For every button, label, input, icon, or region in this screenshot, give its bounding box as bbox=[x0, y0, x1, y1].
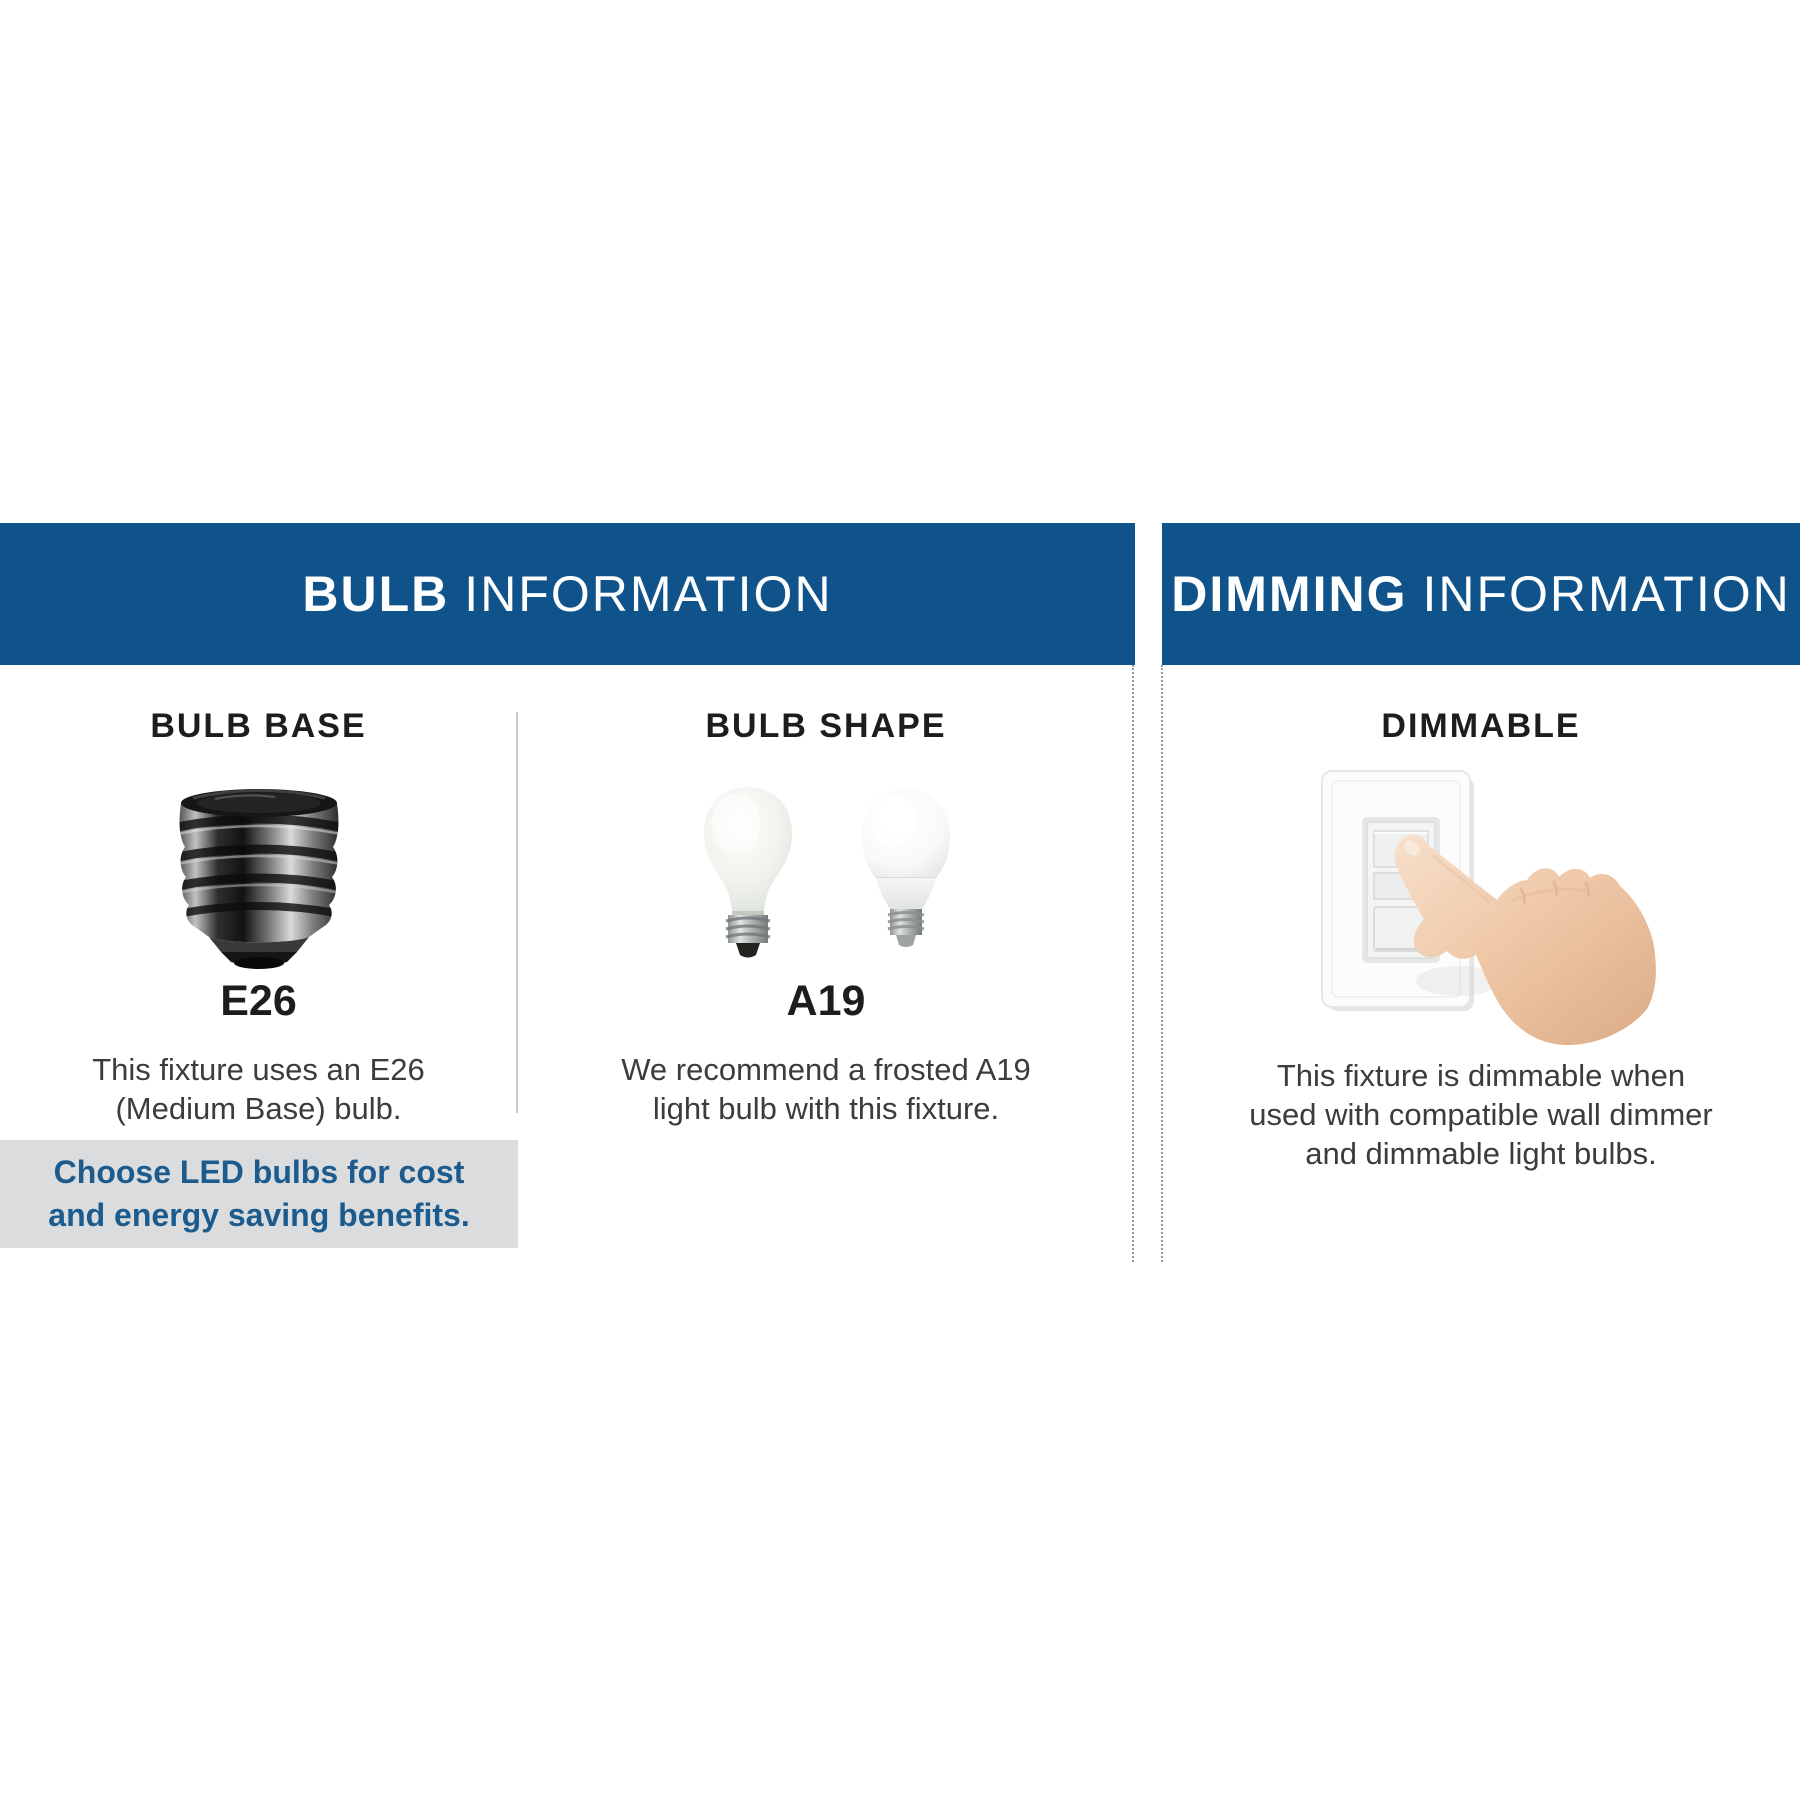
frosted-a19-bulb-illustration bbox=[692, 785, 804, 963]
bulb-information-title-rest: INFORMATION bbox=[464, 566, 833, 622]
led-savings-callout bbox=[0, 1140, 518, 1248]
led-savings-callout-line: and energy saving benefits. bbox=[48, 1197, 470, 1233]
hand-pressing-dimmer-illustration bbox=[1306, 769, 1656, 1049]
bulb-shape-description bbox=[517, 1050, 1135, 1128]
dimmable-description-line: This fixture is dimmable when bbox=[1276, 1058, 1686, 1093]
led-savings-callout-line: Choose LED bulbs for cost bbox=[53, 1154, 465, 1190]
bulb-shape-title: BULB SHAPE bbox=[705, 707, 947, 745]
dimmable-title: DIMMABLE bbox=[1381, 707, 1581, 745]
a19-bulbs-image bbox=[517, 783, 1135, 963]
bulb-base-description-line: This fixture uses an E26 bbox=[92, 1052, 425, 1087]
dimmable-description bbox=[1162, 1056, 1800, 1173]
bulb-shape-value: A19 bbox=[786, 977, 866, 1025]
dimmable-column bbox=[1162, 665, 1800, 1265]
dimming-information-header-bar bbox=[1162, 523, 1800, 665]
bulb-information-title bbox=[302, 565, 832, 623]
bulb-shape-column bbox=[517, 665, 1135, 1265]
wall-dimmer-image bbox=[1162, 769, 1800, 1049]
dimming-information-title bbox=[1171, 565, 1790, 623]
dimmable-description-line: used with compatible wall dimmer bbox=[1249, 1097, 1713, 1132]
bulb-information-header-bar bbox=[0, 523, 1135, 665]
bulb-shape-description-line: light bulb with this fixture. bbox=[652, 1091, 1000, 1126]
dimming-information-title-emphasis: DIMMING bbox=[1171, 566, 1408, 622]
e26-base-illustration bbox=[175, 785, 343, 971]
dimmable-description-line: and dimmable light bulbs. bbox=[1305, 1136, 1657, 1171]
bulb-base-title: BULB BASE bbox=[150, 707, 367, 745]
led-a19-bulb-illustration bbox=[852, 787, 960, 957]
bulb-base-description-line: (Medium Base) bulb. bbox=[115, 1091, 402, 1126]
bulb-shape-description-line: We recommend a frosted A19 bbox=[621, 1052, 1031, 1087]
bulb-base-value: E26 bbox=[220, 977, 297, 1025]
bulb-information-title-emphasis: BULB bbox=[302, 566, 450, 622]
e26-base-image bbox=[0, 785, 517, 971]
dimming-information-title-rest: INFORMATION bbox=[1422, 566, 1791, 622]
bulb-base-description bbox=[0, 1050, 517, 1128]
